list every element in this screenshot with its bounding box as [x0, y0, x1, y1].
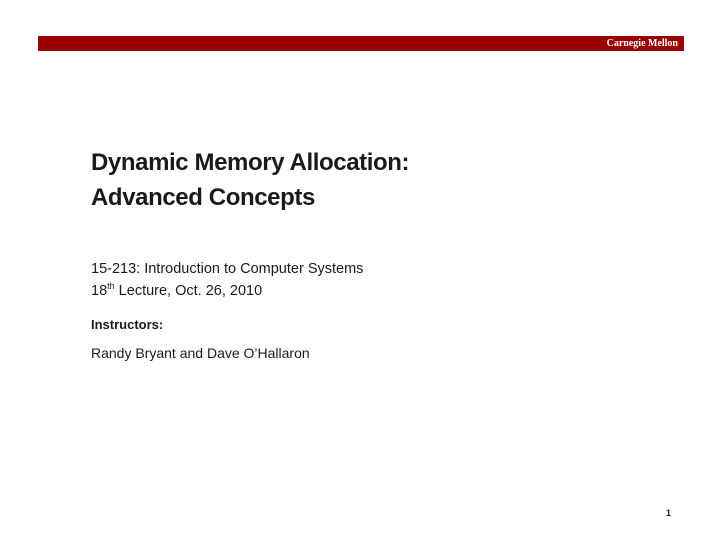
- instructors-label: Instructors:: [91, 317, 164, 332]
- lecture-date: Lecture, Oct. 26, 2010: [114, 283, 263, 299]
- lecture-info: [91, 280, 363, 302]
- course-info: [91, 258, 363, 302]
- lecture-number: 18: [91, 283, 108, 299]
- institution-label: Carnegie Mellon: [606, 38, 678, 49]
- lecture-ordinal-suffix: th: [107, 281, 115, 291]
- instructors-names: Randy Bryant and Dave O’Hallaron: [91, 345, 310, 361]
- page-number: 1: [666, 508, 672, 518]
- course-name: 15-213: Introduction to Computer Systems: [91, 261, 364, 277]
- slide-title: [91, 145, 409, 215]
- header-bar: [38, 36, 684, 51]
- slide-title-line-2: Advanced Concepts: [91, 184, 315, 211]
- slide-title-line-1: Dynamic Memory Allocation:: [91, 149, 410, 176]
